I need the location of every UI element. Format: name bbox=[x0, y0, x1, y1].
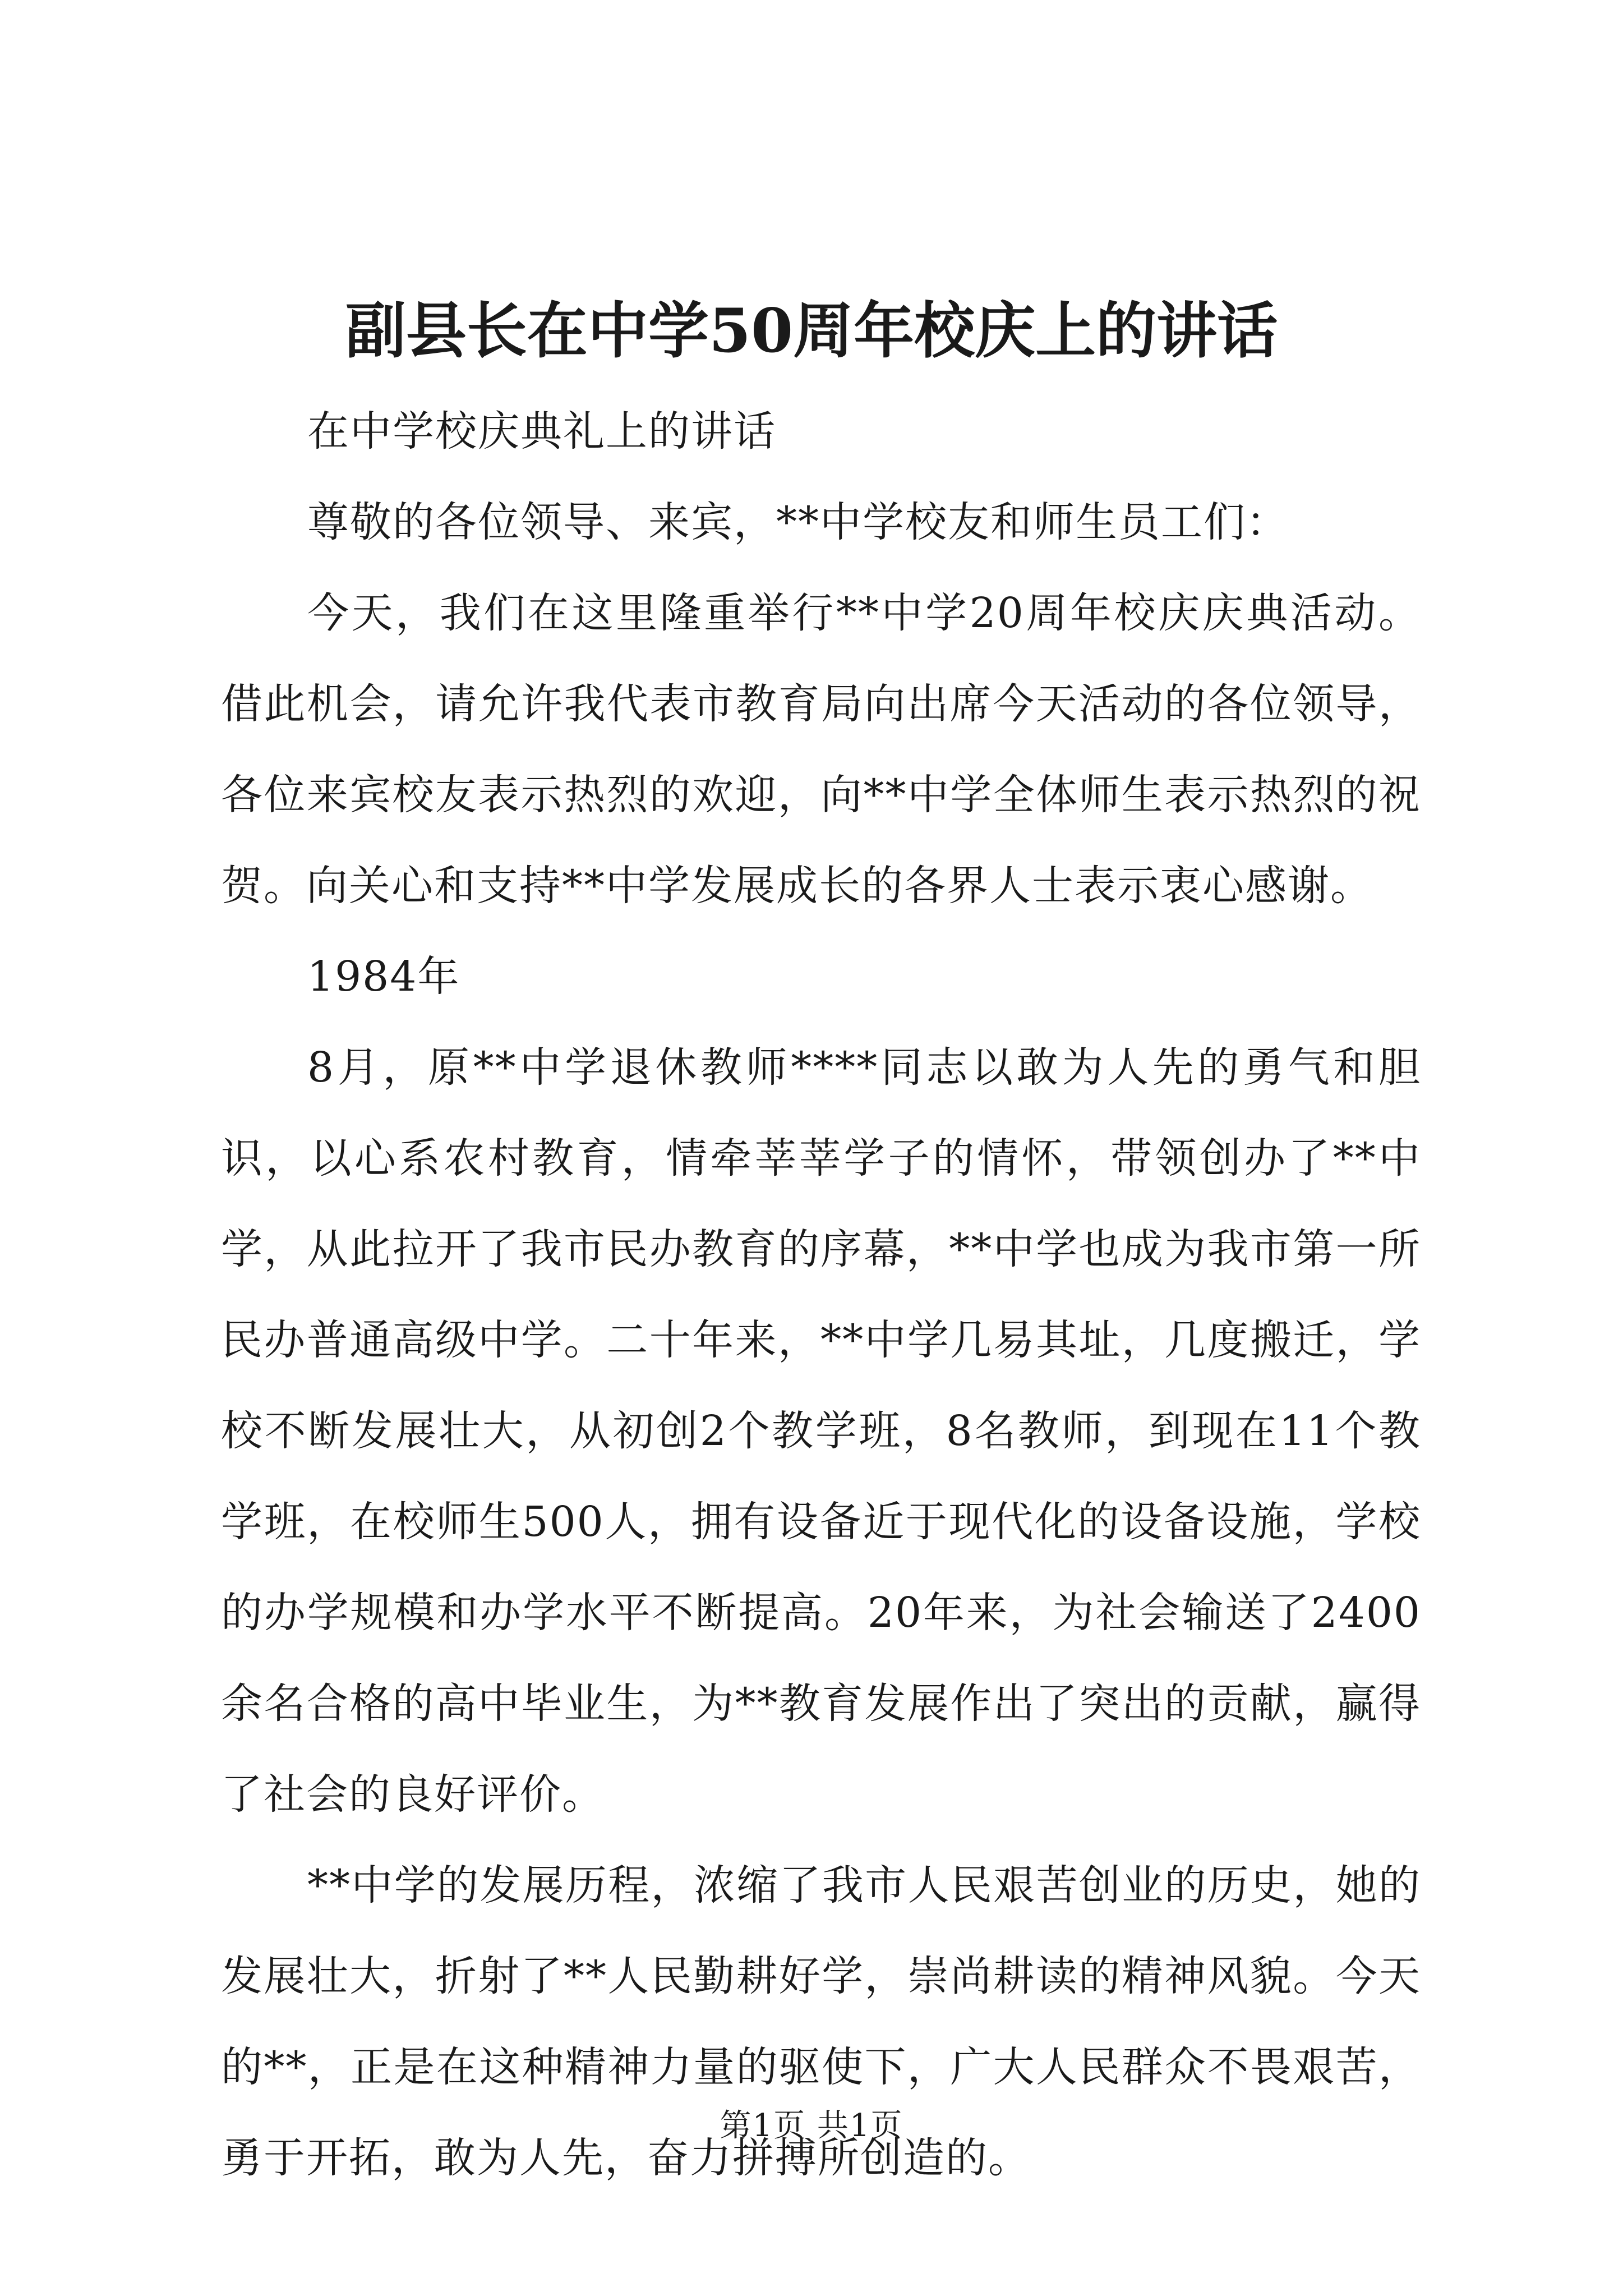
paragraph-significance: **中学的发展历程，浓缩了我市人民艰苦创业的历史，她的发展壮大，折射了**人民勤耕好学，崇尚耕读的精神风貌。今天的**，正是在这种精神力量的驱使下，广大人民群众不畏艰苦，勇于开拓，敢为人先，奋力拼搏所创造的。 bbox=[221, 1861, 1421, 2182]
paragraph-subtitle: 在中学校庆典礼上的讲话 bbox=[307, 407, 776, 455]
page-number-footer: 第1页 共1页 bbox=[720, 2108, 903, 2144]
document-title: 副县长在中学50周年校庆上的讲话 bbox=[345, 296, 1278, 366]
paragraph-opening: 今天，我们在这里隆重举行**中学20周年校庆庆典活动。借此机会，请允许我代表市教育局向出席今天活动的各位领导，各位来宾校友表示热烈的欢迎，向**中学全体师生表示热烈的祝贺。向关心和支持**中学发展成长的各界人士表示衷心感谢。 bbox=[221, 589, 1421, 910]
paragraph-salutation: 尊敬的各位领导、来宾，**中学校友和师生员工们： bbox=[307, 498, 1289, 546]
paragraph-year: 1984年 bbox=[307, 953, 460, 1001]
paragraph-history: 8月，原**中学退休教师****同志以敢为人先的勇气和胆识，以心系农村教育，情牵莘莘学子的情怀，带领创办了**中学，从此拉开了我市民办教育的序幕，**中学也成为我市第一所民办普通高级中学。二十年来，**中学几易其址，几度搬迁，学校不断发展壮大，从初创2个教学班，8名教师，到现在11个教学班，在校师生500人，拥有设备近于现代化的设备设施，学校的办学规模和办学水平不断提高。20年来，为社会输送了2400余名合格的高中毕业生，为**教育发展作出了突出的贡献，赢得了社会的良好评价。 bbox=[221, 1043, 1421, 1819]
document-body bbox=[221, 386, 1421, 2203]
